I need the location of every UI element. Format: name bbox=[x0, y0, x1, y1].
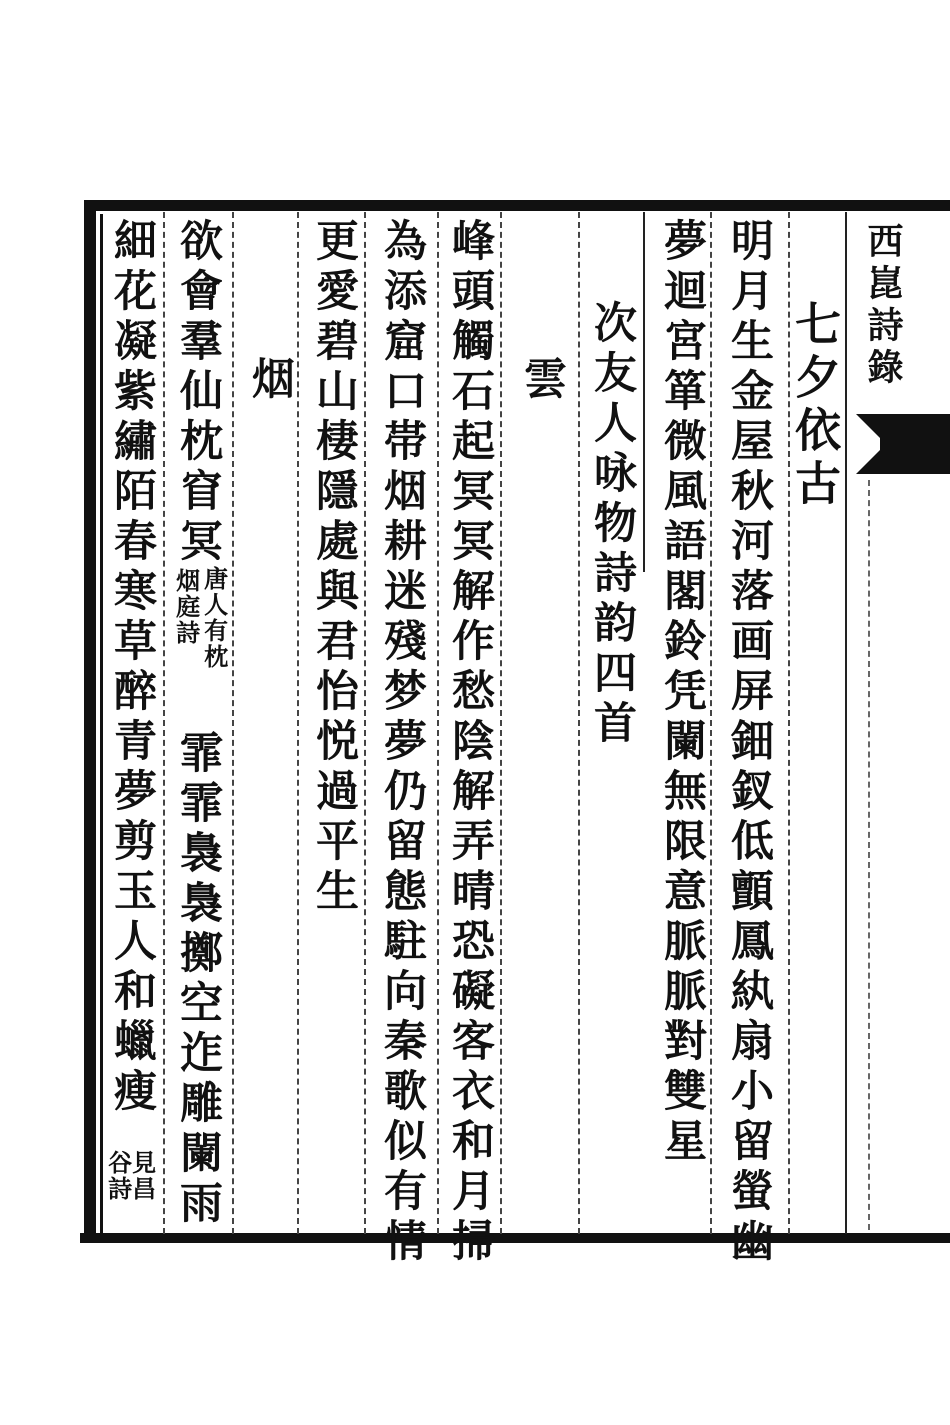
poem-line: 更愛碧山棲隱處與君怡悦過平生 bbox=[309, 218, 359, 918]
poem-line: 為添窟口帯烟耕迷殘梦夢仍留態駐向秦歌似有情 bbox=[377, 218, 427, 1268]
interlinear-note: 谷詩 bbox=[103, 1150, 133, 1202]
frame-left-border bbox=[84, 200, 96, 1243]
column-rule bbox=[437, 212, 439, 1234]
column-rule bbox=[578, 212, 580, 1234]
subheading-cloud: 雲 bbox=[517, 356, 567, 406]
fish-tail-block bbox=[880, 414, 950, 474]
poem-title-heading: 七夕依古 bbox=[788, 300, 842, 512]
poem-line: 夢迴宮箪微風語閣鈴凭闌無限意脈脈對雙星 bbox=[657, 218, 707, 1168]
column-rule bbox=[643, 212, 645, 572]
poem-line: 峰頭觸石起冥冥解作愁陰解弄晴恐礙客衣和月掃 bbox=[445, 218, 495, 1268]
interlinear-note: 唐人有枕 bbox=[199, 566, 229, 670]
poem-line: 霏霏裊裊擲空迮雕闌雨 bbox=[173, 730, 223, 1230]
interlinear-note: 烟庭詩 bbox=[171, 568, 201, 646]
fore-edge-line bbox=[868, 480, 870, 1230]
column-rule bbox=[232, 212, 234, 1234]
interlinear-note: 見昌 bbox=[127, 1150, 157, 1202]
frame-bottom-border bbox=[80, 1233, 950, 1243]
poem-line: 欲會羣仙枕窅冥 bbox=[173, 218, 223, 568]
subheading-smoke: 烟 bbox=[245, 356, 295, 406]
frame-left-inner-border bbox=[100, 214, 103, 1233]
poem-line: 明月生金屋秋河落画屏鈿釵低顫鳳紈扇小留螢幽 bbox=[724, 218, 774, 1268]
column-rule bbox=[500, 212, 502, 1234]
column-rule bbox=[297, 212, 299, 1234]
poem-line: 細花凝紫繡陌春寒草醉青夢剪玉人和蠟瘦 bbox=[107, 218, 157, 1118]
column-rule bbox=[163, 212, 165, 1234]
poem-title: 次友人咏物詩韵四首 bbox=[587, 300, 637, 750]
column-rule bbox=[710, 212, 712, 1234]
column-rule bbox=[364, 212, 366, 1234]
margin-header: 西崑詩錄 bbox=[862, 222, 904, 390]
column-rule bbox=[845, 212, 847, 1234]
frame-top-border bbox=[84, 200, 950, 211]
